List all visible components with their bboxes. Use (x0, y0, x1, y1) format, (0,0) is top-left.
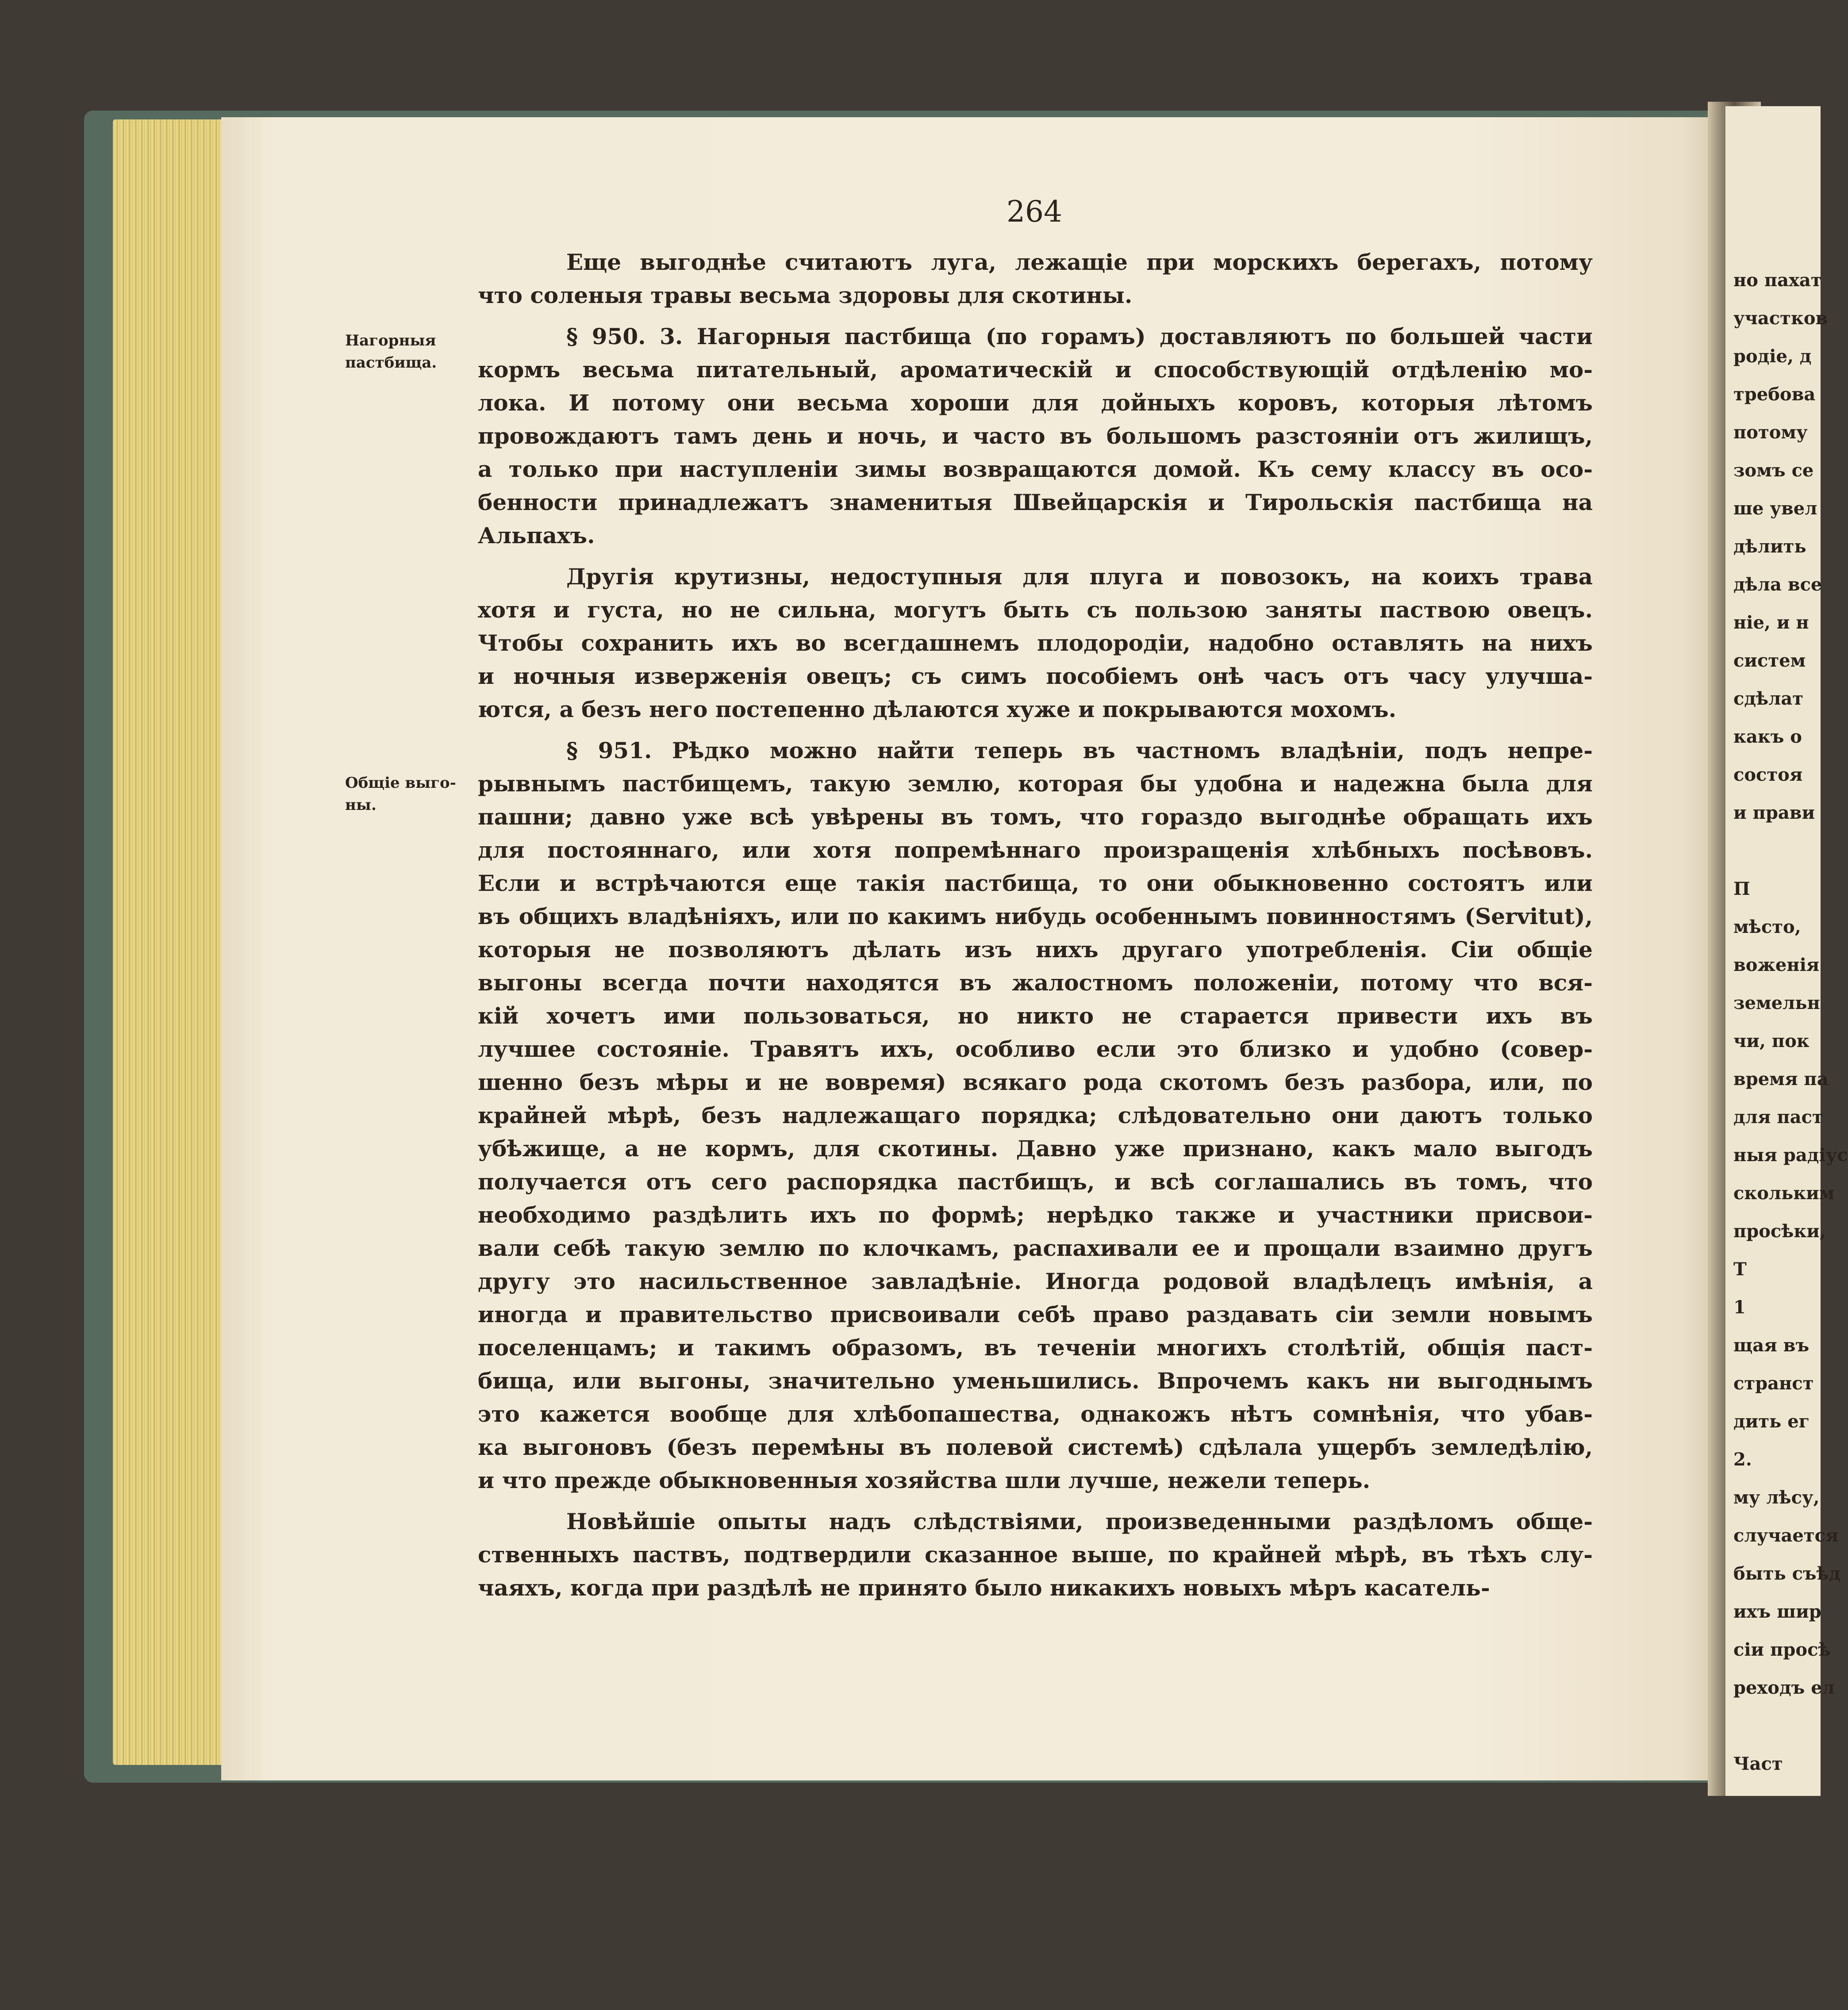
next-page-line: требова (1733, 384, 1816, 405)
next-page-line: дить ег (1733, 1411, 1810, 1432)
next-page-line: дѣлить (1733, 536, 1806, 557)
next-page-line: реходъ ел (1733, 1677, 1835, 1698)
text-line: для постояннаго, или хотя попремѣннаго произращенія хлѣбныхъ посѣвовъ. (478, 837, 1593, 863)
next-page-line: П (1733, 878, 1750, 899)
next-page-line: быть съѣд (1733, 1563, 1841, 1584)
next-page-line: состоя (1733, 764, 1803, 785)
text-line: иногда и правительство присвоивали себѣ право раздавать сіи земли новымъ (478, 1301, 1593, 1327)
next-page-line: Т (1733, 1259, 1747, 1280)
text-line: другу это насильственное завладѣніе. Иногда родовой владѣлецъ имѣнія, а (478, 1268, 1593, 1294)
text-line: хотя и густа, но не сильна, могутъ быть съ пользою заняты паствою овецъ. (478, 597, 1593, 623)
text-line: провождаютъ тамъ день и ночь, и часто въ большомъ разстояніи отъ жилищъ, (478, 423, 1593, 449)
text-line: ка выгоновъ (безъ перемѣны въ полевой системѣ) сдѣлала ущербъ земледѣлію, (478, 1434, 1593, 1460)
margin-note-line: Нагорныя (345, 332, 436, 349)
next-page-fragment (1725, 106, 1848, 1796)
text-line: Другія крутизны, недоступныя для плуга и повозокъ, на коихъ трава (566, 564, 1593, 590)
next-page-line: воженія (1733, 955, 1820, 975)
next-page-line: странст (1733, 1373, 1814, 1394)
text-line: шенно безъ мѣры и не вовремя) всякаго рода скотомъ безъ разбора, или, по (478, 1069, 1593, 1095)
paragraph-gap (478, 312, 1593, 320)
next-page-line: чи, пок (1733, 1031, 1810, 1051)
next-page-line: какъ о (1733, 726, 1802, 747)
next-page-line: ныя радіус (1733, 1145, 1848, 1166)
next-page-line: потому (1733, 422, 1808, 443)
text-line: что соленыя травы весьма здоровы для скотины. (478, 282, 1133, 308)
text-line: Если и встрѣчаются еще такія пастбища, то они обыкновенно состоятъ или (478, 870, 1593, 896)
next-page-line: родіе, д (1733, 346, 1812, 367)
paragraph (478, 320, 1593, 552)
text-line: необходимо раздѣлить ихъ по формѣ; нерѣдко также и участники присвои- (478, 1202, 1593, 1228)
text-line: пашни; давно уже всѣ увѣрены въ томъ, что гораздо выгоднѣе обращать ихъ (478, 804, 1593, 830)
text-line: § 951. Рѣдко можно найти теперь въ частномъ владѣніи, подъ непре- (566, 737, 1593, 763)
text-line: убѣжище, а не кормъ, для скотины. Давно уже признано, какъ мало выгодъ (478, 1135, 1593, 1162)
next-page-line: и прави (1733, 802, 1815, 823)
text-line: выгоны всегда почти находятся въ жалостномъ положеніи, потому что вся- (478, 970, 1593, 996)
text-line: которыя не позволяютъ дѣлать изъ нихъ другаго употребленія. Сіи общіе (478, 936, 1593, 963)
next-page-line: просѣки, (1733, 1221, 1826, 1242)
next-page-line: дѣла все (1733, 574, 1822, 595)
paragraph (478, 245, 1593, 312)
text-line: вали себѣ такую землю по клочкамъ, распахивали ее и прощали взаимно другъ (478, 1235, 1593, 1261)
text-line: бенности принадлежатъ знаменитыя Швейцарскія и Тирольскія пастбища на (478, 489, 1593, 515)
next-page-line: 1 (1733, 1297, 1746, 1318)
next-page-line: ніе, и н (1733, 612, 1809, 633)
next-page-line: 2. (1733, 1449, 1752, 1470)
margin-note-upland-pastures (345, 330, 478, 374)
margin-note-line: пастбища. (345, 354, 437, 372)
text-line: Альпахъ. (478, 522, 595, 549)
paragraph-gap (478, 1604, 1593, 1612)
text-line: ются, а безъ него постепенно дѣлаются хуже и покрываются мохомъ. (478, 696, 1397, 722)
text-line: Чтобы сохранить ихъ во всегдашнемъ плодородіи, надобно оставлять на нихъ (478, 630, 1593, 656)
text-line: кормъ весьма питательный, ароматическій и способствующій отдѣленію мо- (478, 357, 1593, 383)
paragraph (478, 1505, 1593, 1604)
next-page-line: скольким (1733, 1183, 1835, 1204)
page-number: 264 (1007, 195, 1062, 229)
next-page-line: щая въ (1733, 1335, 1810, 1356)
text-line: получается отъ сего распорядка пастбищъ, и всѣ соглашались въ томъ, что (478, 1169, 1593, 1195)
next-page-line: систем (1733, 650, 1806, 671)
next-page-line: Част (1733, 1753, 1783, 1774)
page-edges (113, 119, 228, 1765)
text-line: ственныхъ паствъ, подтвердили сказанное выше, по крайней мѣрѣ, въ тѣхъ слу- (478, 1542, 1593, 1568)
margin-note-common-pastures (345, 772, 478, 816)
next-page-line: участков (1733, 308, 1828, 329)
text-line: § 950. 3. Нагорныя пастбища (по горамъ) доставляютъ по большей части (566, 323, 1593, 349)
text-line: въ общихъ владѣніяхъ, или по какимъ нибудь особеннымъ повинностямъ (Servitut), (478, 903, 1593, 929)
next-page-line: земельн (1733, 993, 1820, 1013)
next-page-line: для паст (1733, 1107, 1823, 1128)
text-line: а только при наступленіи зимы возвращаются домой. Къ сему классу въ осо- (478, 456, 1593, 482)
text-line: лучшее состояніе. Травятъ ихъ, особливо если это близко и удобно (совер- (478, 1036, 1593, 1062)
paragraph-gap (478, 552, 1593, 560)
next-page-line: мѣсто, (1733, 917, 1801, 937)
text-line: это кажется вообще для хлѣбопашества, однакожъ нѣтъ сомнѣнія, что убав- (478, 1401, 1593, 1427)
text-line: Еще выгоднѣе считаютъ луга, лежащіе при морскихъ берегахъ, потому (566, 249, 1593, 275)
text-line: крайней мѣрѣ, безъ надлежащаго порядка; слѣдовательно они даютъ только (478, 1102, 1593, 1128)
next-page-line: зомъ се (1733, 460, 1814, 481)
text-line: Новѣйшіе опыты надъ слѣдствіями, произведенными раздѣломъ обще- (566, 1508, 1593, 1534)
paragraph-gap (478, 726, 1593, 734)
next-page-line: му лѣсу, (1733, 1487, 1820, 1508)
text-line: бища, или выгоны, значительно уменьшились. Впрочемъ какъ ни выгоднымъ (478, 1368, 1593, 1394)
next-page-line: сдѣлат (1733, 688, 1804, 709)
paragraph (478, 734, 1593, 1497)
next-page-line: время па (1733, 1069, 1829, 1089)
paragraph-gap (478, 1497, 1593, 1505)
text-line: поселенцамъ; и такимъ образомъ, въ теченіи многихъ столѣтій, общія паст- (478, 1335, 1593, 1361)
text-line: чаяхъ, когда при раздѣлѣ не принято было никакихъ новыхъ мѣръ касатель- (478, 1575, 1490, 1601)
margin-note-line: Общіе выго- (345, 774, 456, 792)
text-line: и ночныя изверженія овецъ; съ симъ пособіемъ онѣ часъ отъ часу улучша- (478, 663, 1593, 689)
text-line: рывнымъ пастбищемъ, такую землю, которая бы удобна и надежна была для (478, 771, 1593, 797)
next-page-line: ше увел (1733, 498, 1817, 519)
paragraph (478, 560, 1593, 726)
next-page-line: случается (1733, 1525, 1839, 1546)
body-text (478, 245, 1593, 1612)
text-line: лока. И потому они весьма хороши для дойныхъ коровъ, которыя лѣтомъ (478, 390, 1593, 416)
text-line: и что прежде обыкновенныя хозяйства шли лучше, нежели теперь. (478, 1467, 1371, 1493)
next-page-line: но пахат (1733, 270, 1822, 291)
next-page-line: ихъ шир (1733, 1601, 1821, 1622)
margin-note-line: ны. (345, 796, 377, 814)
text-line: кій хочетъ ими пользоваться, но никто не старается привести ихъ въ (478, 1003, 1593, 1029)
next-page-line: сіи просѣ (1733, 1639, 1831, 1660)
